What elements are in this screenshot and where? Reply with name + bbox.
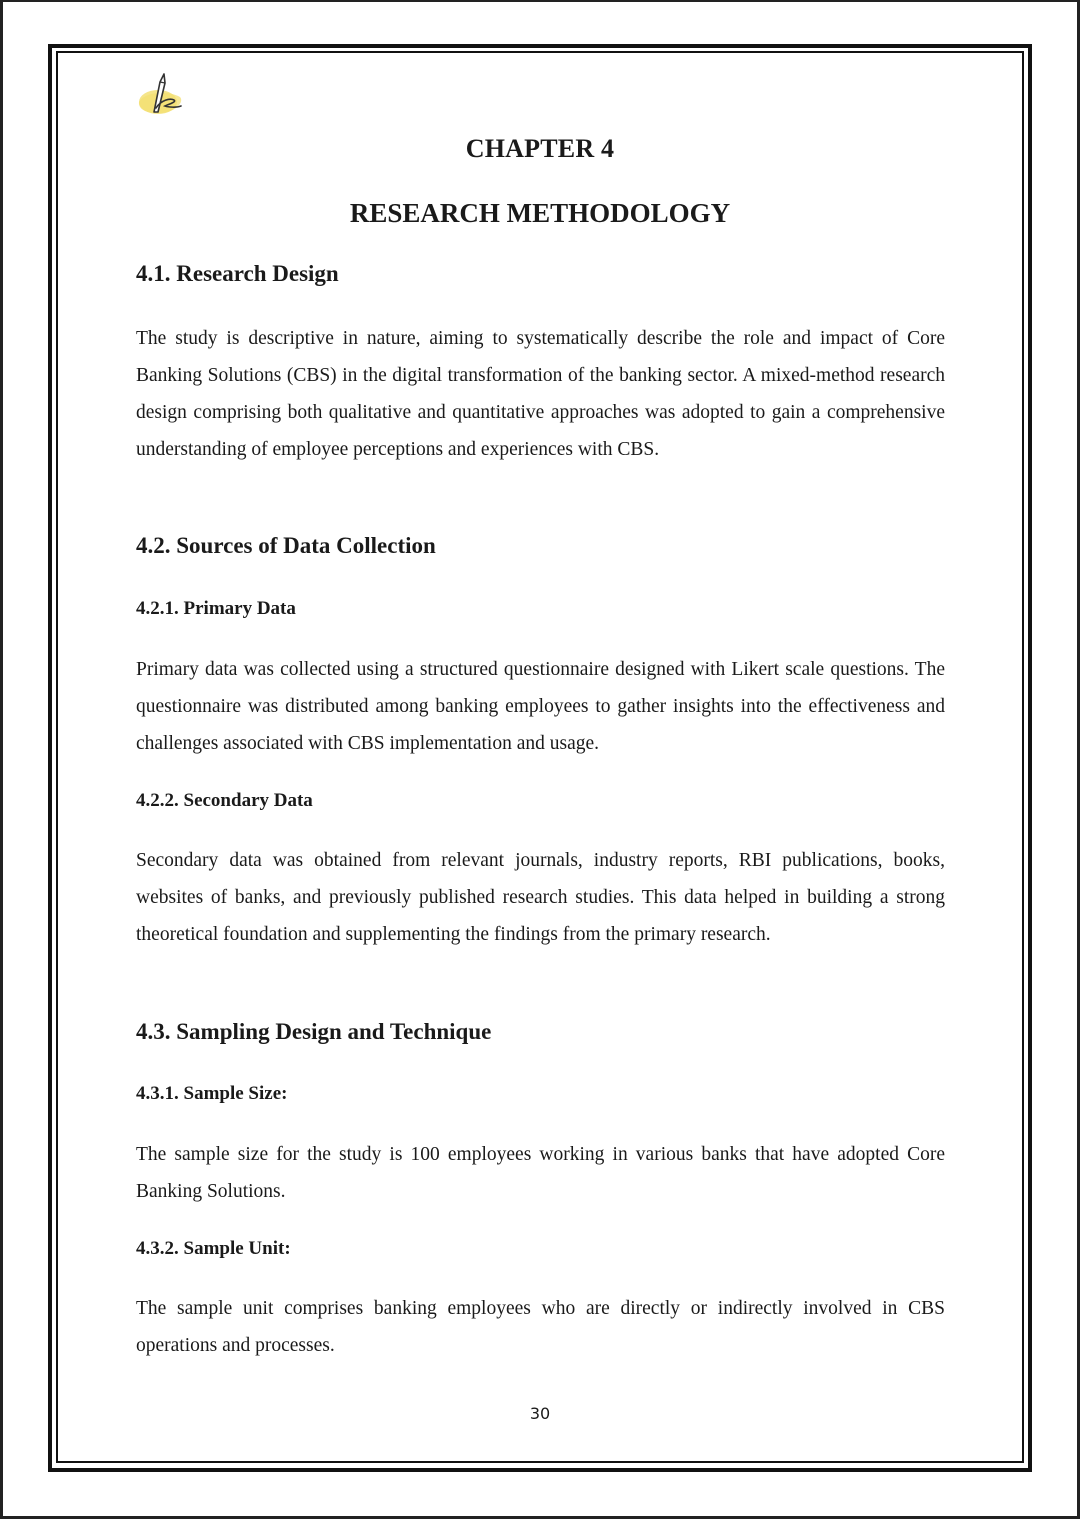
section-heading-data-collection: 4.2. Sources of Data Collection	[136, 533, 436, 558]
paragraph-sample-size: The sample size for the study is 100 employees working in various banks that have adopted Core Banking Solutions.	[136, 1144, 945, 1202]
subsection-heading-sample-unit: 4.3.2. Sample Unit:	[136, 1238, 291, 1259]
subsection-heading-primary-data: 4.2.1. Primary Data	[136, 598, 296, 619]
paragraph-secondary-data: Secondary data was obtained from relevant journals, industry reports, RBI publications, books, websites of banks, and previously published research studies. This data helped in building a strong theoretical foundation and supplementing the findings from the primary research.	[136, 850, 945, 945]
chapter-number: CHAPTER 4	[465, 134, 615, 163]
paragraph-primary-data: Primary data was collected using a structured questionnaire designed with Likert scale questions. The questionnaire was distributed among banking employees to gather insights into the effectiveness and challenges associated with CBS implementation and usage.	[136, 659, 945, 754]
paragraph-research-design: The study is descriptive in nature, aiming to systematically describe the role and impact of Core Banking Solutions (CBS) in the digital transformation of the banking sector. A mixed-method research design comprising both qualitative and quantitative approaches was adopted to gain a comprehensive understanding of employee perceptions and experiences with CBS.	[136, 328, 945, 460]
chapter-title: RESEARCH METHODOLOGY	[349, 198, 731, 228]
section-heading-research-design: 4.1. Research Design	[136, 261, 339, 286]
section-heading-sampling: 4.3. Sampling Design and Technique	[136, 1019, 492, 1044]
page-number: 30	[529, 1404, 551, 1423]
subsection-heading-sample-size: 4.3.1. Sample Size:	[136, 1083, 288, 1104]
pen-writing-icon	[134, 70, 190, 118]
subsection-heading-secondary-data: 4.2.2. Secondary Data	[136, 790, 313, 811]
paragraph-sample-unit: The sample unit comprises banking employees who are directly or indirectly involved in CBS operations and processes.	[136, 1298, 945, 1356]
